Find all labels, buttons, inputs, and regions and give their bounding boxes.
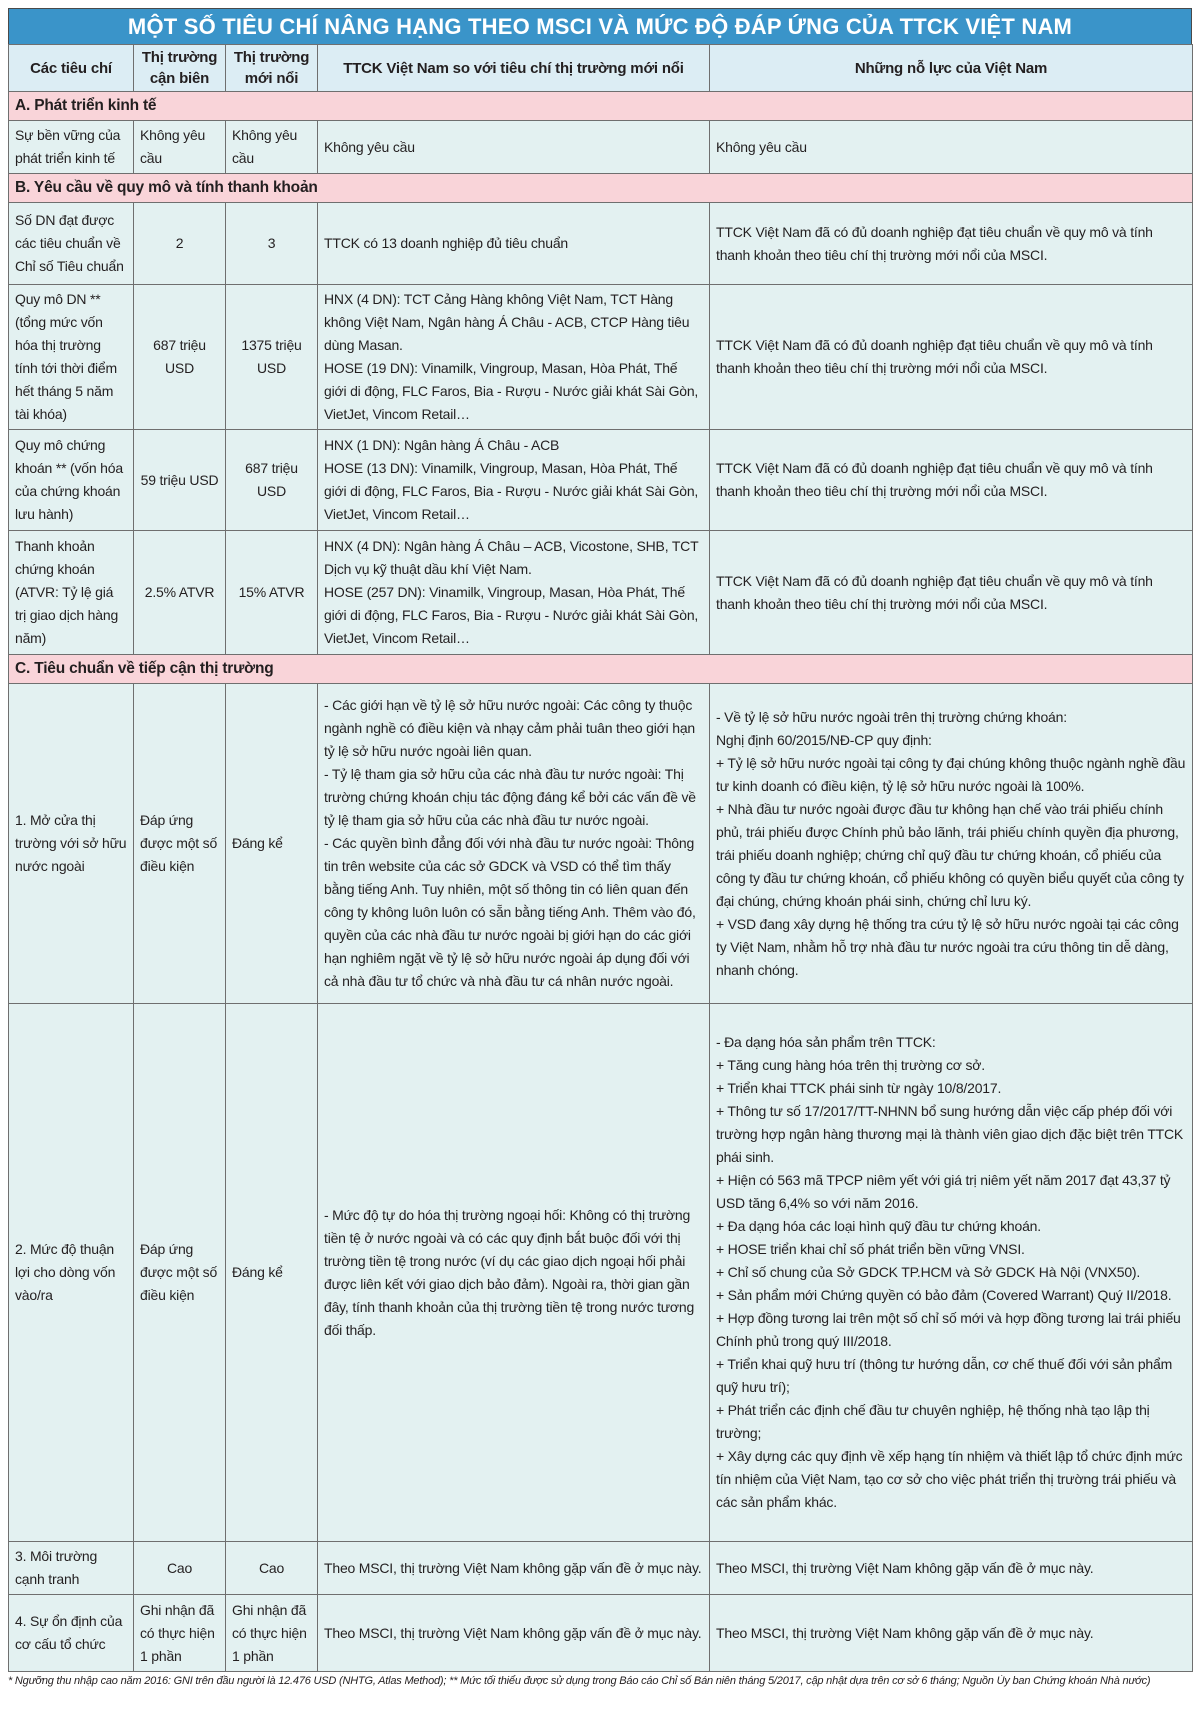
criteria-cell: Thanh khoản chứng khoán (ATVR: Tỷ lệ giá trị giao dịch hàng năm)	[9, 531, 134, 655]
emerging-cell: Đáng kể	[226, 684, 318, 1004]
vietnam-line: HOSE (257 DN): Vinamilk, Vingroup, Masan, Hòa Phát, Thế giới di động, FLC Faros, Bia - Rượu - Nước giải khát Sài Gòn, VietJet, Vincom Retail…	[324, 584, 699, 646]
efforts-cell: TTCK Việt Nam đã có đủ doanh nghiệp đạt tiêu chuẩn về quy mô và tính thanh khoản theo tiêu chí thị trường mới nổi của MSCI.	[710, 203, 1193, 285]
efforts-line: + HOSE triển khai chỉ số phát triển bền vững VNSI.	[716, 1241, 1025, 1257]
vietnam-cell: Theo MSCI, thị trường Việt Nam không gặp vấn đề ở mục này.	[318, 1542, 710, 1595]
vietnam-line: - Các giới hạn về tỷ lệ sở hữu nước ngoài: Các công ty thuộc ngành nghề có điều kiện và nhạy cảm phải tuân theo giới hạn tỷ lệ sở hữu nước ngoài liên quan.	[324, 697, 695, 759]
efforts-line: + Xây dựng các quy định về xếp hạng tín nhiệm và thiết lập tổ chức định mức tín nhiệm của Việt Nam, tạo cơ sở cho việc phát triển thị trường trái phiếu và các sản phẩm khác.	[716, 1448, 1183, 1510]
header-emerging: Thị trường mới nổi	[226, 45, 318, 92]
efforts-cell: Theo MSCI, thị trường Việt Nam không gặp vấn đề ở mục này.	[710, 1542, 1193, 1595]
frontier-cell: 2	[134, 203, 226, 285]
table-row	[9, 531, 1193, 655]
table-title: MỘT SỐ TIÊU CHÍ NÂNG HẠNG THEO MSCI VÀ MỨC ĐỘ ĐÁP ỨNG CỦA TTCK VIỆT NAM	[8, 8, 1192, 44]
section-row	[9, 174, 1193, 203]
efforts-line: + Hiện có 563 mã TPCP niêm yết với giá trị niêm yết năm 2017 đạt 43,37 tỷ USD tăng 6,4% so với năm 2016.	[716, 1172, 1171, 1211]
header-efforts: Những nỗ lực của Việt Nam	[710, 45, 1193, 92]
table-row	[9, 121, 1193, 174]
efforts-cell: TTCK Việt Nam đã có đủ doanh nghiệp đạt tiêu chuẩn về quy mô và tính thanh khoản theo tiêu chí thị trường mới nổi của MSCI.	[710, 531, 1193, 655]
efforts-line: + Sản phẩm mới Chứng quyền có bảo đảm (Covered Warrant) Quý II/2018.	[716, 1287, 1172, 1303]
efforts-cell	[710, 1004, 1193, 1542]
criteria-cell: 2. Mức độ thuận lợi cho dòng vốn vào/ra	[9, 1004, 134, 1542]
vietnam-line: HOSE (19 DN): Vinamilk, Vingroup, Masan, Hòa Phát, Thế giới di động, FLC Faros, Bia - Rượu - Nước giải khát Sài Gòn, VietJet, Vincom Retail…	[324, 360, 699, 422]
efforts-line: + Thông tư số 17/2017/TT-NHNN bổ sung hướng dẫn việc cấp phép đối với trường hợp ngân hàng thương mại là thành viên giao dịch đặc biệt trên TTCK phái sinh.	[716, 1103, 1184, 1165]
criteria-cell: Quy mô DN ** (tổng mức vốn hóa thị trường tính tới thời điểm hết tháng 5 năm tài khóa)	[9, 285, 134, 430]
efforts-cell	[710, 684, 1193, 1004]
emerging-cell: 3	[226, 203, 318, 285]
vietnam-cell	[318, 531, 710, 655]
vietnam-line: HNX (4 DN): TCT Cảng Hàng không Việt Nam, TCT Hàng không Việt Nam, Ngân hàng Á Châu - ACB, CTCP Hàng tiêu dùng Masan.	[324, 291, 690, 353]
efforts-line: + Triển khai TTCK phái sinh từ ngày 10/8/2017.	[716, 1080, 1002, 1096]
table-row	[9, 1004, 1193, 1542]
vietnam-line: - Mức độ tự do hóa thị trường ngoại hối: Không có thị trường tiền tệ ở nước ngoài và có các quy định bắt buộc đối với thị trường tiền tệ trong nước (ví dụ các giao dịch ngoại hối phải được liên kết với giao dịch bảo đảm). Ngoài ra, thời gian gần đây, tính thanh khoản của thị trường tiền tệ trong nước tương đối thấp.	[324, 1206, 695, 1338]
vietnam-cell: Theo MSCI, thị trường Việt Nam không gặp vấn đề ở mục này.	[318, 1595, 710, 1672]
vietnam-line: HNX (1 DN): Ngân hàng Á Châu - ACB	[324, 437, 560, 453]
section-a-title: A. Phát triển kinh tế	[9, 92, 1193, 121]
efforts-line: + Tăng cung hàng hóa trên thị trường cơ sở.	[716, 1057, 985, 1073]
efforts-line: + Hợp đồng tương lai trên một số chỉ số mới và hợp đồng tương lai trái phiếu Chính phủ trong quý III/2018.	[716, 1310, 1181, 1349]
table-row	[9, 1542, 1193, 1595]
vietnam-cell	[318, 684, 710, 1004]
section-c-title: C. Tiêu chuẩn về tiếp cận thị trường	[9, 655, 1193, 684]
criteria-table	[8, 44, 1193, 1672]
criteria-cell: Sự bền vững của phát triển kinh tế	[9, 121, 134, 174]
criteria-cell: 3. Môi trường cạnh tranh	[9, 1542, 134, 1595]
table-row	[9, 203, 1193, 285]
table-row	[9, 430, 1193, 531]
efforts-line: + Chỉ số chung của Sở GDCK TP.HCM và Sở GDCK Hà Nội (VNX50).	[716, 1264, 1141, 1280]
emerging-cell: Cao	[226, 1542, 318, 1595]
frontier-cell: Đáp ứng được một số điều kiện	[134, 684, 226, 1004]
vietnam-cell	[318, 1004, 710, 1542]
emerging-cell: 1375 triệu USD	[226, 285, 318, 430]
frontier-cell: Đáp ứng được một số điều kiện	[134, 1004, 226, 1542]
vietnam-cell: TTCK có 13 doanh nghiệp đủ tiêu chuẩn	[318, 203, 710, 285]
emerging-cell: Không yêu cầu	[226, 121, 318, 174]
efforts-cell: TTCK Việt Nam đã có đủ doanh nghiệp đạt tiêu chuẩn về quy mô và tính thanh khoản theo tiêu chí thị trường mới nổi của MSCI.	[710, 285, 1193, 430]
vietnam-line: - Các quyền bình đẳng đối với nhà đầu tư nước ngoài: Thông tin trên website của các sở GDCK và VSD có thể tìm thấy bằng tiếng Anh. Tuy nhiên, một số thông tin có liên quan đến công ty không luôn luôn có sẵn bằng tiếng Anh. Thêm vào đó, quyền của các nhà đầu tư nước ngoài bị giới hạn do các giới hạn nghiêm ngặt về tỷ lệ sở hữu nước ngoài áp dụng đối với cả nhà đầu tư tổ chức và nhà đầu tư cá nhân nước ngoài.	[324, 835, 696, 989]
vietnam-cell: Không yêu cầu	[318, 121, 710, 174]
efforts-cell: Không yêu cầu	[710, 121, 1193, 174]
criteria-cell: Số DN đạt được các tiêu chuẩn về Chỉ số Tiêu chuẩn	[9, 203, 134, 285]
section-b-title: B. Yêu cầu về quy mô và tính thanh khoản	[9, 174, 1193, 203]
header-frontier: Thị trường cận biên	[134, 45, 226, 92]
table-row	[9, 285, 1193, 430]
efforts-line: + Phát triển các định chế đầu tư chuyên nghiệp, hệ thống nhà tạo lập thị trường;	[716, 1402, 1150, 1441]
vietnam-line: - Tỷ lệ tham gia sở hữu của các nhà đầu tư nước ngoài: Thị trường chứng khoán chịu tác động đáng kể bởi các vấn đề về tỷ lệ tham gia sở hữu của các nhà đầu tư nước ngoài.	[324, 766, 696, 828]
criteria-cell: 1. Mở cửa thị trường với sở hữu nước ngoài	[9, 684, 134, 1004]
efforts-line: + Nhà đầu tư nước ngoài được đầu tư không hạn chế vào trái phiếu chính phủ, trái phiếu được Chính phủ bảo lãnh, trái phiếu chính quyền địa phương, trái phiếu doanh nghiệp; chứng chỉ quỹ đầu tư chứng khoán, cổ phiếu của công ty đầu tư chứng khoán, cổ phiếu không có quyền biểu quyết của công ty đại chúng, chứng khoán phái sinh, chứng chỉ lưu ký.	[716, 800, 1184, 909]
efforts-cell: TTCK Việt Nam đã có đủ doanh nghiệp đạt tiêu chuẩn về quy mô và tính thanh khoản theo tiêu chí thị trường mới nổi của MSCI.	[710, 430, 1193, 531]
vietnam-line: HOSE (13 DN): Vinamilk, Vingroup, Masan, Hòa Phát, Thế giới di động, FLC Faros, Bia - Rượu - Nước giải khát Sài Gòn, VietJet, Vincom Retail…	[324, 460, 699, 522]
criteria-cell: Quy mô chứng khoán ** (vốn hóa của chứng khoán lưu hành)	[9, 430, 134, 531]
header-row	[9, 45, 1193, 92]
table-row	[9, 1595, 1193, 1672]
frontier-cell: 59 triệu USD	[134, 430, 226, 531]
vietnam-line: HNX (4 DN): Ngân hàng Á Châu – ACB, Vicostone, SHB, TCT Dịch vụ kỹ thuật dầu khí Việt Nam.	[324, 538, 699, 577]
frontier-cell: Cao	[134, 1542, 226, 1595]
section-row	[9, 92, 1193, 121]
section-row	[9, 655, 1193, 684]
efforts-line: + VSD đang xây dựng hệ thống tra cứu tỷ lệ sở hữu nước ngoài tại các công ty Việt Nam, nhằm hỗ trợ nhà đầu tư nước ngoài tra cứu thông tin dễ dàng, nhanh chóng.	[716, 915, 1179, 978]
frontier-cell: 2.5% ATVR	[134, 531, 226, 655]
efforts-line: Nghị định 60/2015/NĐ-CP quy định:	[716, 731, 932, 748]
vietnam-cell	[318, 430, 710, 531]
efforts-line: + Tỷ lệ sở hữu nước ngoài tại công ty đại chúng không thuộc ngành nghề đầu tư kinh doanh có điều kiện, tỷ lệ sở hữu nước ngoài là 100%.	[716, 754, 1186, 794]
emerging-cell: Đáng kể	[226, 1004, 318, 1542]
efforts-line: + Triển khai quỹ hưu trí (thông tư hướng dẫn, cơ chế thuế đối với sản phẩm quỹ hưu trí);	[716, 1356, 1173, 1395]
header-criteria: Các tiêu chí	[9, 45, 134, 92]
vietnam-cell	[318, 285, 710, 430]
efforts-cell: Theo MSCI, thị trường Việt Nam không gặp vấn đề ở mục này.	[710, 1595, 1193, 1672]
frontier-cell: Không yêu cầu	[134, 121, 226, 174]
frontier-cell: Ghi nhận đã có thực hiện 1 phần	[134, 1595, 226, 1672]
emerging-cell: 687 triệu USD	[226, 430, 318, 531]
footnote: * Ngưỡng thu nhập cao năm 2016: GNI trên đầu người là 12.476 USD (NHTG, Atlas Method); ** Mức tối thiểu được sử dụng trong Báo cáo Chỉ số Bán niên tháng 5/2017, cập nhật dựa trên cơ sở 6 tháng; Nguồn Ủy ban Chứng khoán Nhà nước)	[8, 1675, 1151, 1687]
emerging-cell: 15% ATVR	[226, 531, 318, 655]
efforts-line: - Về tỷ lệ sở hữu nước ngoài trên thị trường chứng khoán:	[716, 708, 1067, 725]
header-vietnam: TTCK Việt Nam so với tiêu chí thị trường mới nổi	[318, 45, 710, 92]
frontier-cell: 687 triệu USD	[134, 285, 226, 430]
table-row	[9, 684, 1193, 1004]
criteria-cell: 4. Sự ổn định của cơ cấu tổ chức	[9, 1595, 134, 1672]
efforts-line: + Đa dạng hóa các loại hình quỹ đầu tư chứng khoán.	[716, 1218, 1041, 1234]
efforts-line: - Đa dạng hóa sản phẩm trên TTCK:	[716, 1034, 936, 1050]
emerging-cell: Ghi nhận đã có thực hiện 1 phần	[226, 1595, 318, 1672]
